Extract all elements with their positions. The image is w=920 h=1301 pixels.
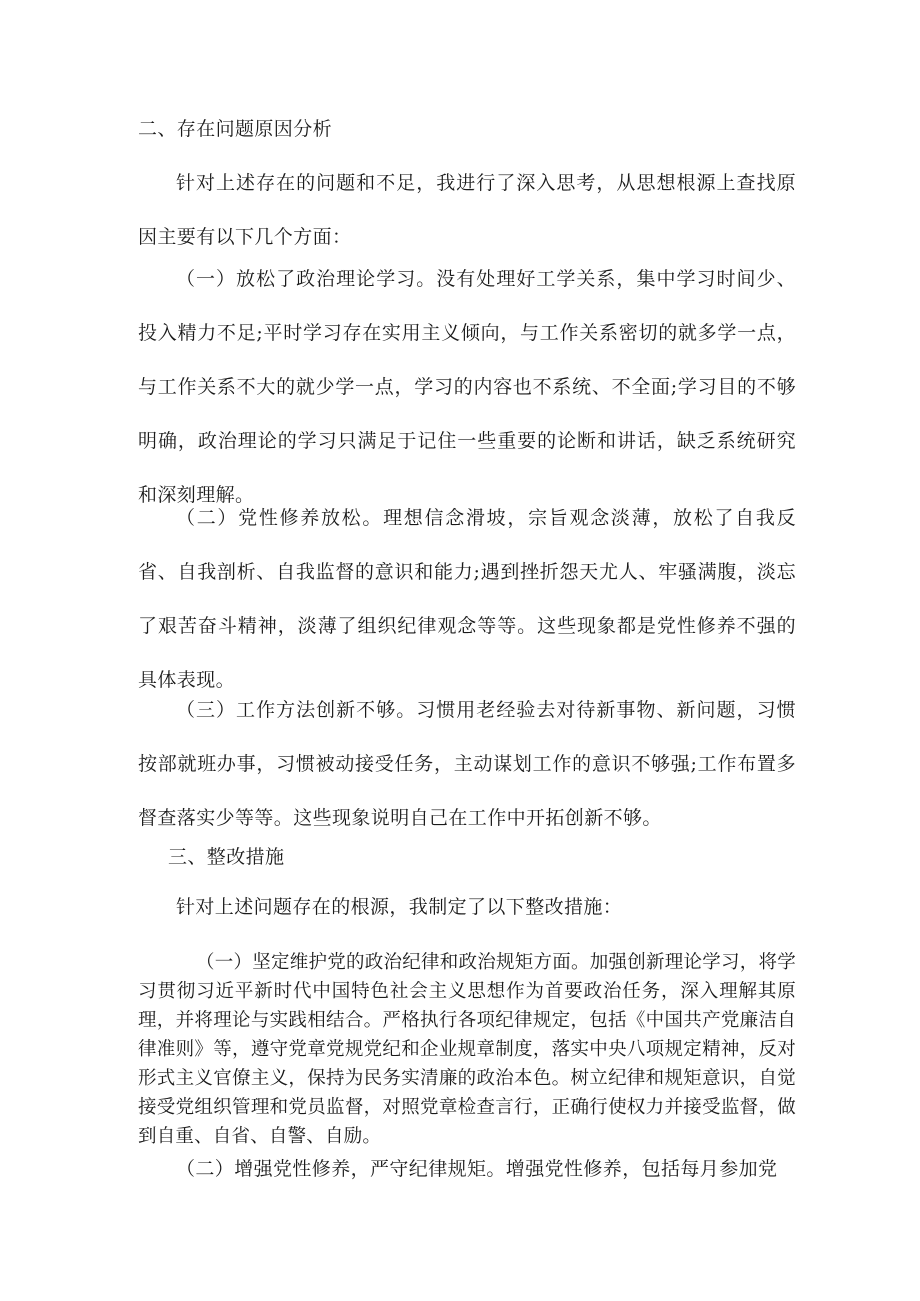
- section-heading-2: 二、存在问题原因分析: [138, 118, 333, 140]
- section-2-item-2-paragraph: （二）党性修养放松。理想信念滑坡，宗旨观念淡薄，放松了自我反省、自我剖析、自我监督的意识和能力;遇到挫折怨天尤人、牢骚满腹，淡忘了艰苦奋斗精神，淡薄了组织纪律观念等等。这些现象都是党性修养不强的具体表现。: [138, 507, 796, 691]
- section-3-intro-paragraph: 针对上述问题存在的根源，我制定了以下整改措施：: [176, 896, 623, 918]
- section-heading-3: 三、整改措施: [168, 846, 285, 868]
- section-3-item-1-paragraph: （一）坚定维护党的政治纪律和政治规矩方面。加强创新理论学习，将学习贯彻习近平新时代中国特色社会主义思想作为首要政治任务，深入理解其原理，并将理论与实践相结合。严格执行各项纪律规定，包括《中国共产党廉洁自律准则》等，遵守党章党规党纪和企业规章制度，落实中央八项规定精神，反对形式主义官僚主义，保持为民务实清廉的政治本色。树立纪律和规矩意识，自觉接受党组织管理和党员监督，对照党章检查言行，正确行使权力并接受监督，做到自重、自省、自警、自励。: [138, 952, 796, 1147]
- section-2-intro-paragraph: 针对上述存在的问题和不足，我进行了深入思考，从思想根源上查找原因主要有以下几个方面：: [138, 172, 796, 248]
- section-2-item-3-paragraph: （三）工作方法创新不够。习惯用老经验去对待新事物、新问题，习惯按部就班办事，习惯被动接受任务，主动谋划工作的意识不够强;工作布置多督查落实少等等。这些现象说明自己在工作中开拓创新不够。: [138, 699, 796, 829]
- section-2-item-1-paragraph: （一）放松了政治理论学习。没有处理好工学关系，集中学习时间少、投入精力不足;平时学习存在实用主义倾向，与工作关系密切的就多学一点，与工作关系不大的就少学一点，学习的内容也不系统、不全面;学习目的不够明确，政治理论的学习只满足于记住一些重要的论断和讲话，缺乏系统研究和深刻理解。: [138, 268, 796, 506]
- section-3-item-2-paragraph: （二）增强党性修养，严守纪律规矩。增强党性修养，包括每月参加党: [176, 1158, 778, 1180]
